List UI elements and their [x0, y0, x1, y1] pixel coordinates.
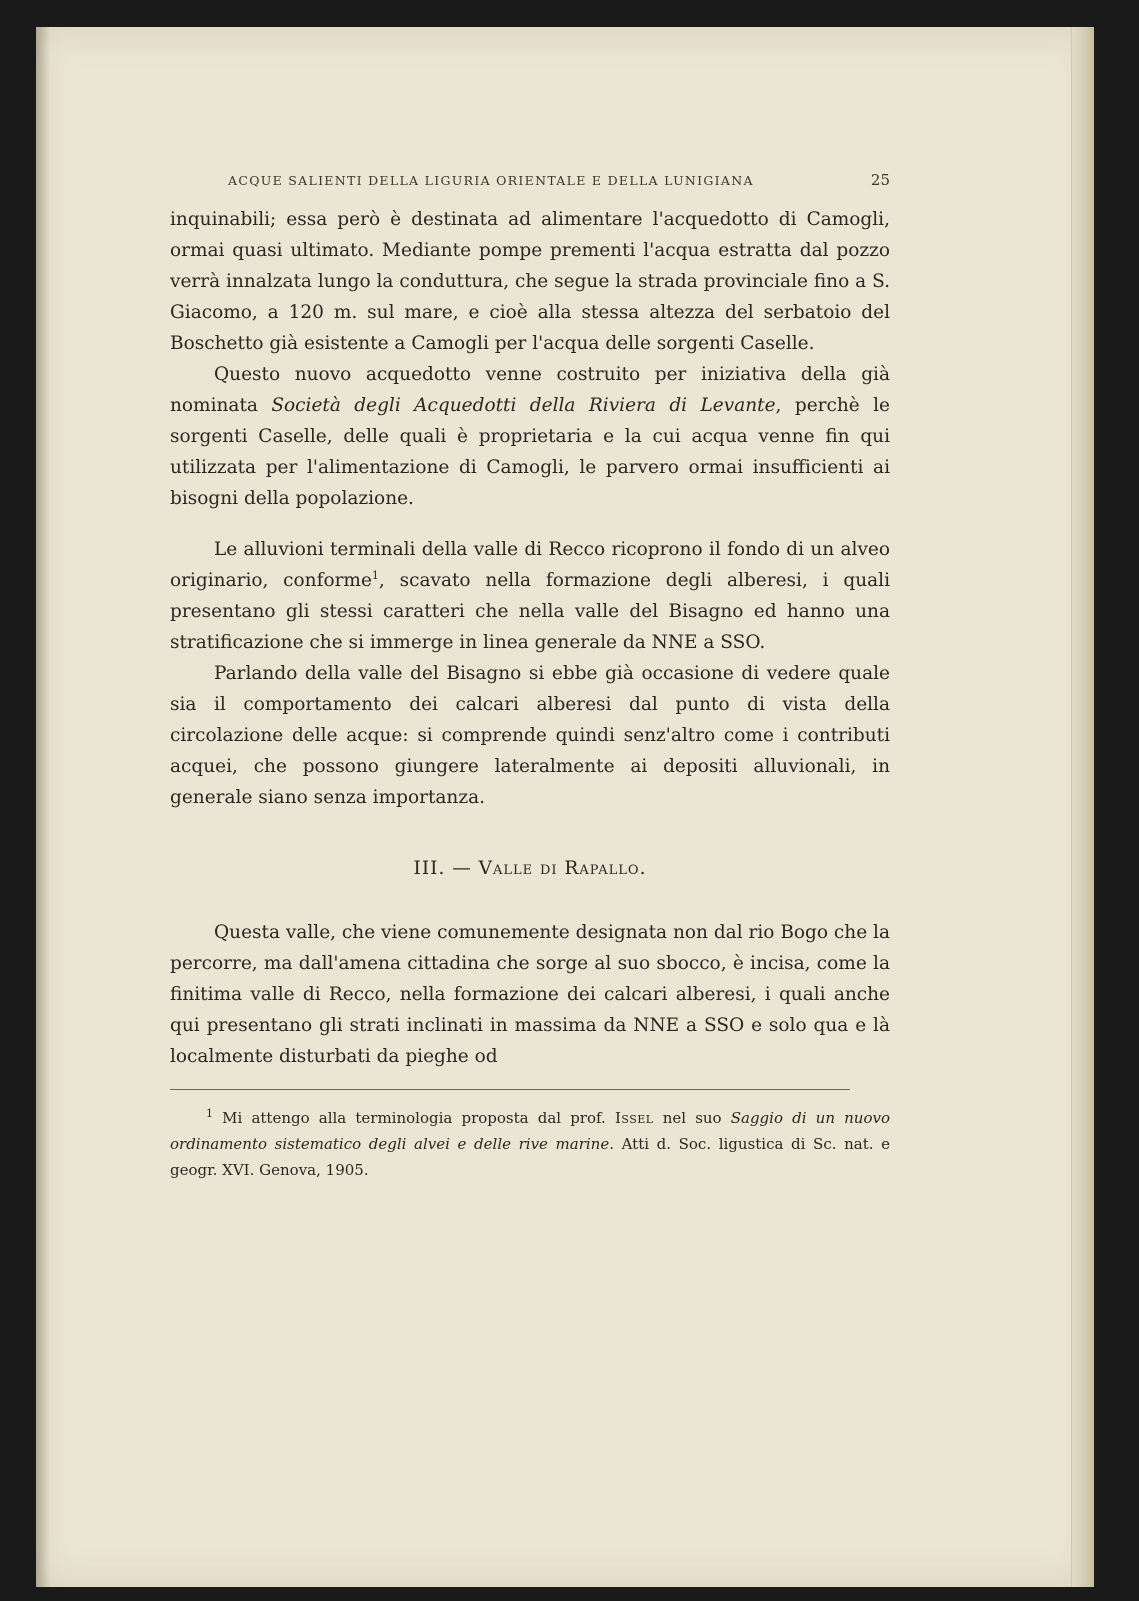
- footnote-reference: 1: [371, 568, 379, 582]
- paragraph: Questa valle, che viene comunemente designata non dal rio Bogo che la percorre, ma dall'amena cittadina che sorge al suo sbocco, è incisa, come la finitima valle di Recco, nella formazione dei calcari alberesi, i quali anche qui presentano gli strati inclinati in massima da NNE a SSO e solo qua e là localmente disturbati da pieghe od: [170, 922, 890, 1067]
- paragraph: Parlando della valle del Bisagno si ebbe già occasione di vedere quale sia il comportamento dei calcari alberesi dal punto di vista della circolazione delle acque: si comprende quindi senz'altro come i contributi acquei, che possono giungere lateralmente ai depositi alluvionali, in generale siano senza importanza.: [170, 663, 890, 808]
- running-head: [170, 171, 890, 189]
- footnote-author: Issel: [614, 1109, 654, 1127]
- paragraph: [170, 534, 890, 658]
- footnote-divider: [170, 1089, 850, 1090]
- paragraph-text: , perchè le sorgenti Caselle, delle quali è proprietaria e la cui acqua venne fin qui utilizzata per l'alimentazione di Camogli, le parvero ormai insufficienti ai bisogni della popolazione.: [170, 395, 891, 509]
- italic-company-name: Società degli Acquedotti della Riviera di Levante: [271, 395, 776, 416]
- paragraph: [170, 359, 890, 514]
- paragraph: inquinabili; essa però è destinata ad alimentare l'acquedotto di Camogli, ormai quasi ultimato. Mediante pompe prementi l'acqua estratta dal pozzo verrà innalzata lungo la conduttura, che segue la strada provinciale fino a S. Giacomo, a 120 m. sul mare, e cioè alla stessa altezza del serbatoio del Boschetto già esistente a Camogli per l'acqua delle sorgenti Caselle.: [170, 209, 890, 354]
- footnote-text: Atti d. Soc. ligustica di Sc. nat. e geogr. XVI. Genova, 1905.: [170, 1135, 890, 1179]
- paragraph-text: Le alluvioni terminali della valle di Recco ricoprono il fondo di un alveo originario, conforme: [170, 539, 890, 591]
- paragraph-text: Questo nuovo acquedotto venne costruito per iniziativa della già nominata: [170, 364, 890, 416]
- spine-shadow: [36, 27, 50, 1587]
- footnote-text: nel suo: [653, 1109, 731, 1127]
- footnote-marker: 1: [206, 1107, 213, 1120]
- footnote: [170, 1105, 890, 1183]
- footnote-text: Mi attengo alla terminologia proposta dal prof.: [213, 1109, 615, 1127]
- footnote-italic-title: Saggio di un nuovo ordinamento sistematico degli alvei e delle rive marine.: [170, 1109, 890, 1153]
- running-title: ACQUE SALIENTI DELLA LIGURIA ORIENTALE E DELLA LUNIGIANA: [228, 173, 754, 188]
- page-edge: [1071, 27, 1094, 1587]
- text-block: [170, 171, 890, 1183]
- book-page: [36, 27, 1094, 1587]
- paragraph-text: , scavato nella formazione degli alberesi, i quali presentano gli stessi caratteri che nella valle del Bisagno ed hanno una stratificazione che si immerge in linea generale da NNE a SSO.: [170, 570, 890, 653]
- section-heading: III. — Valle di Rapallo.: [413, 858, 647, 879]
- page-number: 25: [870, 171, 890, 189]
